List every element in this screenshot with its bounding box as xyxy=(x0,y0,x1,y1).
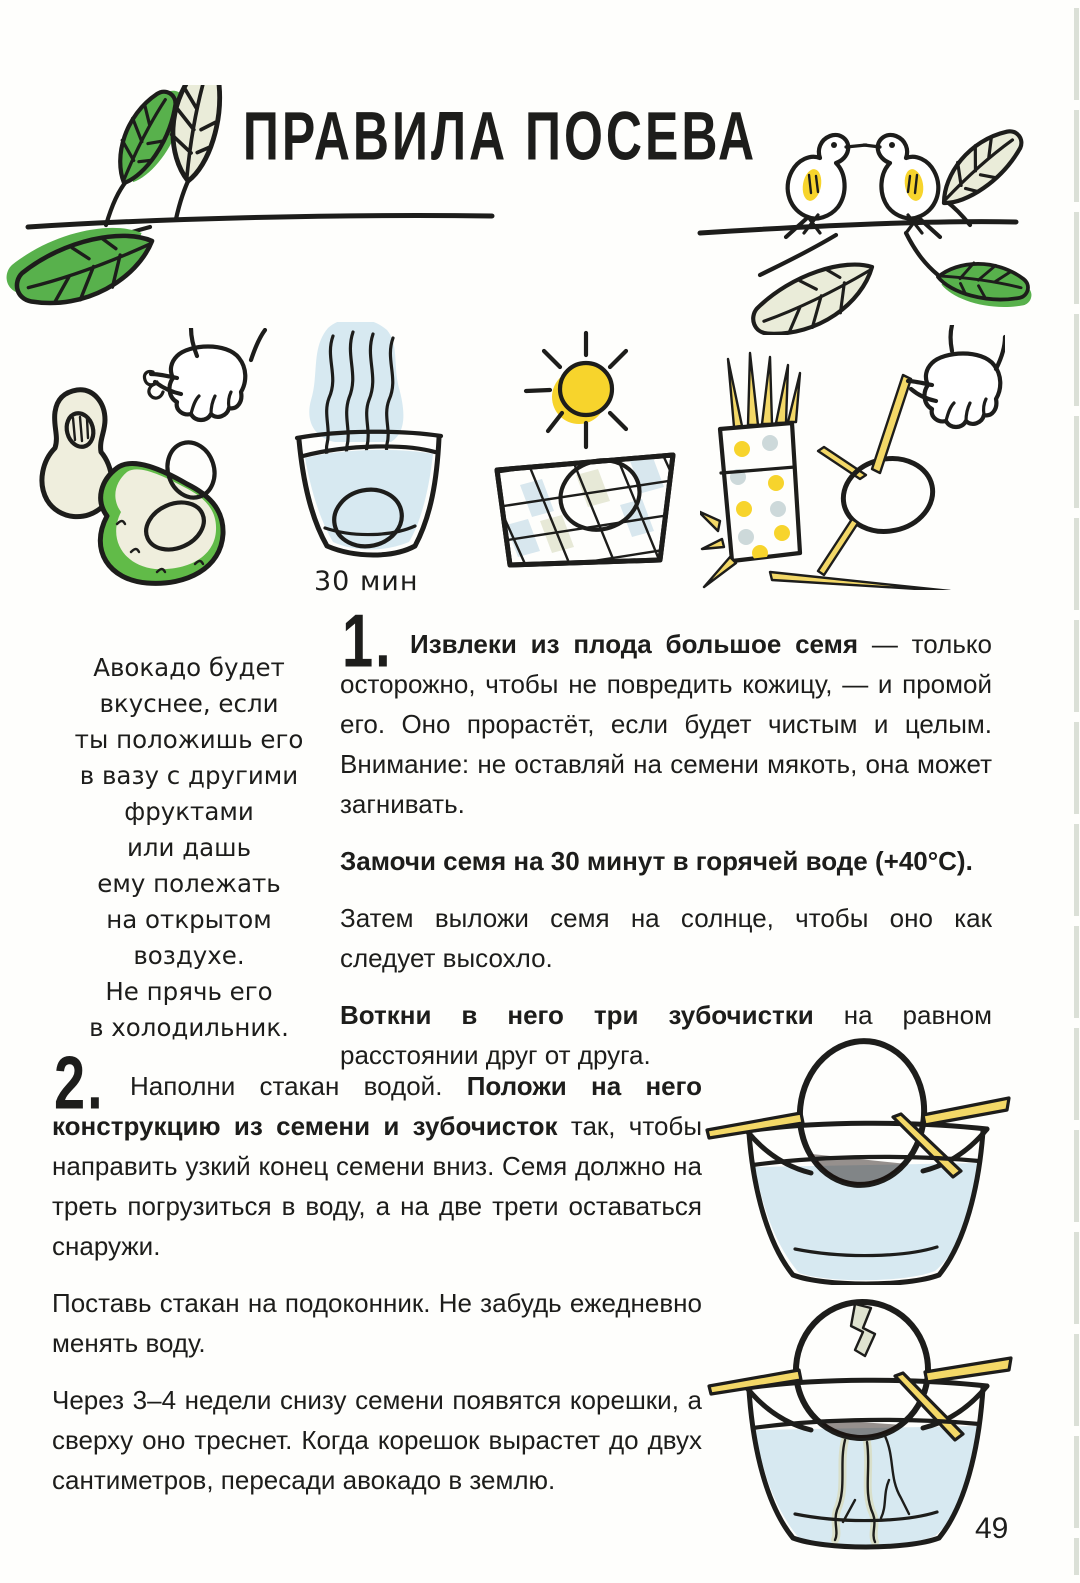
avocado-halves-illustration xyxy=(25,328,270,586)
step-one-paragraph: Воткни в него три зубочистки на равном расстоянии друг от друга. xyxy=(340,1000,992,1070)
steam-cloud xyxy=(309,322,403,442)
step-one-paragraph: Затем выложи семя на солнце, чтобы оно как следует высохло. xyxy=(340,903,992,973)
checkered-cloth xyxy=(480,431,695,575)
step-one-paragraph: Извлеки из плода большое семя — только осторожно, чтобы не повредить кожицу, — и промой его. Оно прорастёт, если будет чистым и целым. Внимание: не оставляй на семени мякоть, она может загнивать. xyxy=(340,629,993,819)
steaming-glass-illustration xyxy=(283,322,453,567)
hand-icon xyxy=(144,328,265,420)
step-one xyxy=(340,597,993,1092)
leaf-pale-upper-right-icon xyxy=(927,122,1032,211)
sprout-crack xyxy=(851,1304,875,1356)
toothpicks xyxy=(707,1098,1009,1138)
toothpicks-illustration xyxy=(700,325,1005,590)
toothpicks-in-box xyxy=(728,353,800,427)
seed-sprouting-illustration xyxy=(695,1278,1020,1553)
sun-icon xyxy=(526,333,626,447)
page-edge-strip xyxy=(1074,8,1079,1575)
toothpicks xyxy=(709,1358,1011,1394)
leaf-green-lower-right-icon xyxy=(934,251,1037,318)
leaf-green-lower-left-icon xyxy=(0,218,161,314)
step-two-paragraph: Поставь стакан на подоконник. Не забудь ежедневно менять воду. xyxy=(52,1288,702,1358)
page-number: 49 xyxy=(975,1512,1009,1545)
step-two-paragraph: Наполни стакан водой. Положи на него конструкцию из семени и зубочисток так, чтобы направить узкий конец семени вниз. Семя должно на треть погрузиться в воду, а на две трети оставаться снаружи. xyxy=(52,1071,703,1261)
left-branch-line xyxy=(28,216,492,227)
soak-time-label: 30 мин xyxy=(314,566,419,597)
hand-icon xyxy=(908,325,1005,427)
sun-drying-illustration xyxy=(480,325,695,575)
step-one-paragraph: Замочи семя на 30 минут в горячей воде (+40°C). xyxy=(340,846,973,876)
leaf-pale-lower-right-icon xyxy=(745,255,884,335)
toothpick-box xyxy=(720,423,800,561)
step-two xyxy=(52,1039,703,1517)
side-toothpicks xyxy=(700,511,724,549)
page-title: ПРАВИЛА ПОСЕВА xyxy=(242,97,758,175)
step-two-paragraph: Через 3–4 недели снизу семени появятся корешки, а сверху оно треснет. Когда корешок вырастет до двух сантиметров, пересади авокадо в землю. xyxy=(52,1385,702,1495)
seed-on-glass-illustration xyxy=(695,1035,1020,1285)
step-one-number: 1. xyxy=(342,597,393,683)
step-two-number: 2. xyxy=(54,1039,105,1125)
sidebar-tip: Авокадо будет вкуснее, если ты положишь его в вазу с другими фруктами или дашь ему полежать на открытом воздухе. Не прячь его в холодильник. xyxy=(74,653,304,1042)
